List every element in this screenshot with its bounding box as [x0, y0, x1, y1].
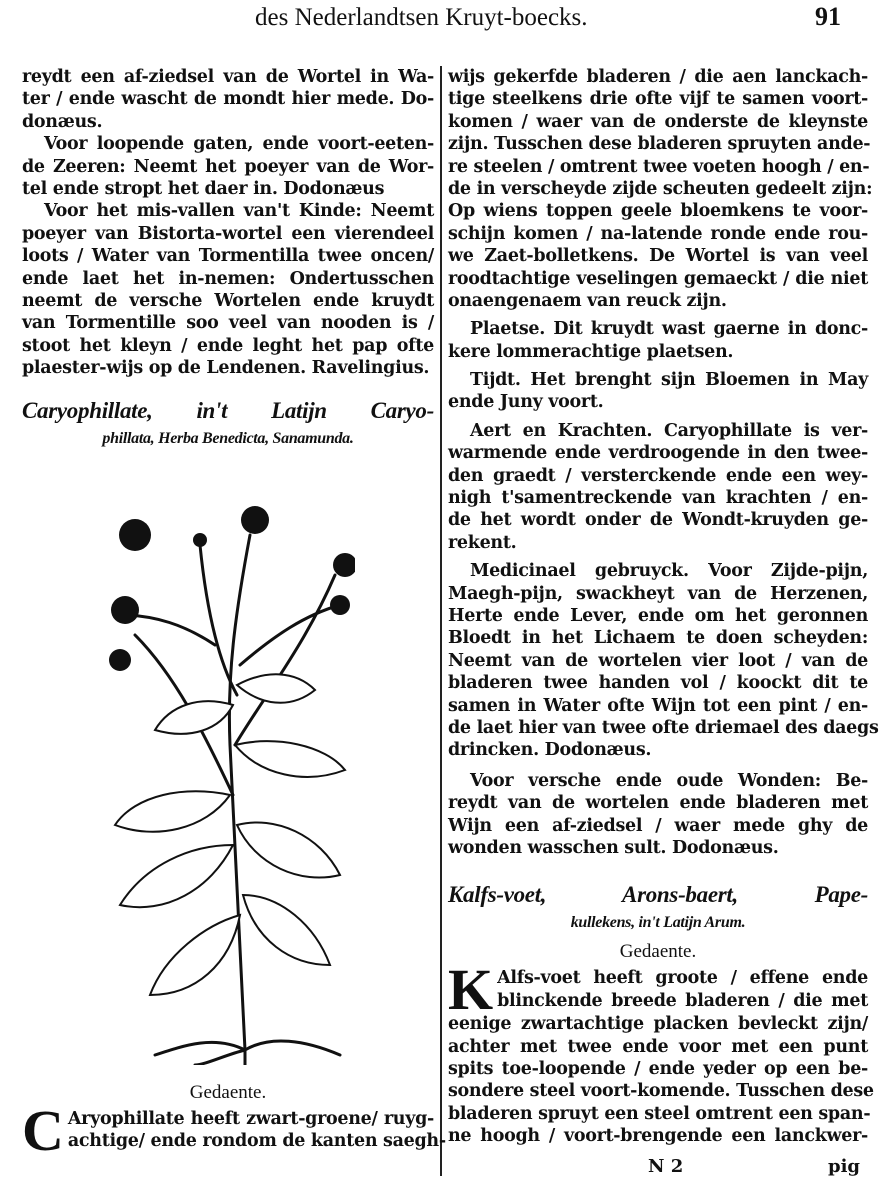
drop-cap: K: [448, 957, 494, 1023]
signature-mark: N 2: [648, 1156, 684, 1177]
text-line: Aert en Krachten. Caryophillate is ver-: [470, 420, 868, 441]
left-text-block: [22, 66, 434, 379]
text-line: samen in Water ofte Wijn tot een pint / en-: [448, 695, 868, 716]
text-line: Voor het mis-vallen van't Kinde: Neemt: [44, 201, 434, 222]
plant-heading-caryophillate: [22, 397, 434, 453]
text-line: komen / waer van de onderste de kleynste: [448, 111, 868, 132]
flower-head: [119, 519, 151, 551]
text-line: Plaetse. Dit kruydt wast gaerne in donc-: [470, 319, 868, 340]
section-heading-gedaente: Gedaente.: [619, 941, 697, 963]
text-line: wijs gekerfde bladeren / die aen lanckach-: [448, 67, 868, 87]
right-column: [448, 66, 879, 1148]
text-line: Voor versche ende oude Wonden: Be-: [470, 770, 868, 791]
text-line: Voor loopende gaten, ende voort-eeten-: [44, 134, 434, 155]
text-line: roodtachtige veselingen gemaeckt / die niet: [448, 268, 868, 289]
heading-line: Caryophillate, in't Latijn Caryo-: [22, 398, 434, 424]
text-line: achtige/ ende rondom de kanten saegh-: [67, 1131, 446, 1152]
text-line: de het wordt onder de Wondt-kruyden ge-: [448, 510, 868, 531]
text-line: Medicinael gebruyck. Voor Zijde-pijn,: [470, 561, 868, 582]
text-line: Herte ende Lever, ende om het geronnen: [448, 605, 868, 626]
heading-line: phillata, Herba Benedicta, Sanamunda.: [102, 430, 354, 448]
text-line: den graedt / versterckende ende een wey-: [448, 465, 868, 486]
heading-line: Kalfs-voet, Arons-baert, Pape-: [448, 882, 868, 908]
column-divider: [440, 66, 442, 1176]
text-line: Bloedt in het Lichaem te doen scheyden:: [448, 628, 868, 649]
paragraph: [448, 66, 873, 312]
drop-cap: C: [22, 1098, 64, 1163]
paragraph: [448, 560, 879, 762]
text-line: spits toe-loopende / ende yeder op een be-: [448, 1059, 868, 1080]
paragraph: [448, 369, 868, 414]
text-line: ter / ende wascht de mondt hier mede. Do-: [22, 89, 434, 110]
text-line: Maegh-pijn, swackheyt van de Herzenen,: [448, 583, 868, 604]
text-line: sondere steel voort-komende. Tusschen dese: [448, 1081, 874, 1102]
section-heading-gedaente: Gedaente.: [189, 1082, 267, 1103]
text-line: tel ende stropt het daer in. Dodonæus: [22, 178, 385, 199]
text-line: Alfs-voet heeft groote / effene ende: [497, 968, 868, 989]
text-line: drincken. Dodonæus.: [448, 740, 652, 761]
text-line: warmende ende verdroogende in den twee-: [448, 443, 868, 464]
text-line: plaester-wijs op de Lendenen. Ravelingius.: [22, 358, 430, 379]
page-number: 91: [815, 2, 841, 31]
text-line: eenige zwartachtige placken bevleckt zijn/: [448, 1014, 868, 1035]
catchword: pig: [828, 1156, 861, 1177]
text-line: achter met twee ende voor met een punt: [448, 1036, 868, 1057]
heading-line: kullekens, in't Latijn Arum.: [570, 914, 746, 932]
text-line: stoot het kleyn / ende leght het pap ofte: [22, 335, 434, 356]
text-line: Aryophillate heeft zwart-groene/ ruyg-: [67, 1109, 434, 1129]
text-line: we Zaet-bolletkens. De Wortel is van veel: [448, 246, 868, 267]
text-line: kere lommerachtige plaetsen.: [448, 341, 734, 362]
text-line: blinckende breede bladeren / die met: [497, 990, 868, 1011]
text-line: de laet hier van twee ofte driemael des daegs: [448, 717, 879, 738]
paragraph: [448, 420, 868, 554]
text-line: Tijdt. Het brenght sijn Bloemen in May: [470, 370, 868, 391]
text-line: ende Juny voort.: [448, 392, 604, 413]
paragraph: [448, 318, 868, 363]
text-line: tige steelkens drie ofte vijf te samen voort-: [448, 89, 868, 110]
text-line: Neemt van de wortelen vier loot / van de: [448, 650, 868, 671]
text-line: ende laet het in-nemen: Ondertusschen: [22, 268, 434, 289]
text-line: de in verscheyde zijde scheuten gedeelt zijn:: [448, 178, 873, 199]
text-line: donæus.: [22, 111, 103, 132]
text-line: reydt van de wortelen ende bladeren met: [448, 793, 868, 814]
woodcut-illustration-caryophillate: [95, 495, 355, 1065]
text-line: ne hoogh / voort-brengende een lanckwer-: [448, 1126, 868, 1147]
plant-heading-kalfs-voet: [448, 881, 868, 937]
running-title: des Nederlandtsen Kruyt-boecks.: [255, 4, 588, 31]
text-line: reydt een af-ziedsel van de Wortel in Wa-: [22, 67, 434, 87]
left-bottom-text: [22, 1078, 446, 1163]
text-line: schijn komen / na-latende ronde ende rou-: [448, 223, 868, 244]
text-line: de Zeeren: Neemt het poeyer van de Wor-: [22, 156, 434, 177]
text-line: re steelen / omtrent twee voeten hoogh / en-: [448, 156, 870, 177]
text-line: loots / Water van Tormentilla twee oncen/: [22, 246, 434, 267]
text-line: bladeren spruyt een steel omtrent een span-: [448, 1103, 871, 1124]
left-column: [22, 66, 434, 453]
text-line: onaengenaem van reuck zijn.: [448, 290, 727, 311]
text-line: nigh t'samentreckende van krachten / en-: [448, 488, 868, 509]
text-line: wonden wasschen sult. Dodonæus.: [448, 837, 779, 858]
text-line: poeyer van Bistorta-wortel een vierendeel: [22, 223, 434, 244]
text-line: rekent.: [448, 532, 517, 553]
text-line: zijn. Tusschen dese bladeren spruyten ande-: [448, 134, 871, 155]
text-line: van Tormentille soo veel van nooden is /: [22, 313, 434, 334]
text-line: neemt de versche Wortelen ende kruydt: [22, 290, 434, 311]
text-line: bladeren twee handen vol / koockt dit te: [448, 673, 868, 694]
text-line: Wijn een af-ziedsel / waer mede ghy de: [448, 815, 868, 836]
paragraph: [448, 770, 868, 860]
text-line: Op wiens toppen geele bloemkens te voor-: [448, 201, 868, 222]
